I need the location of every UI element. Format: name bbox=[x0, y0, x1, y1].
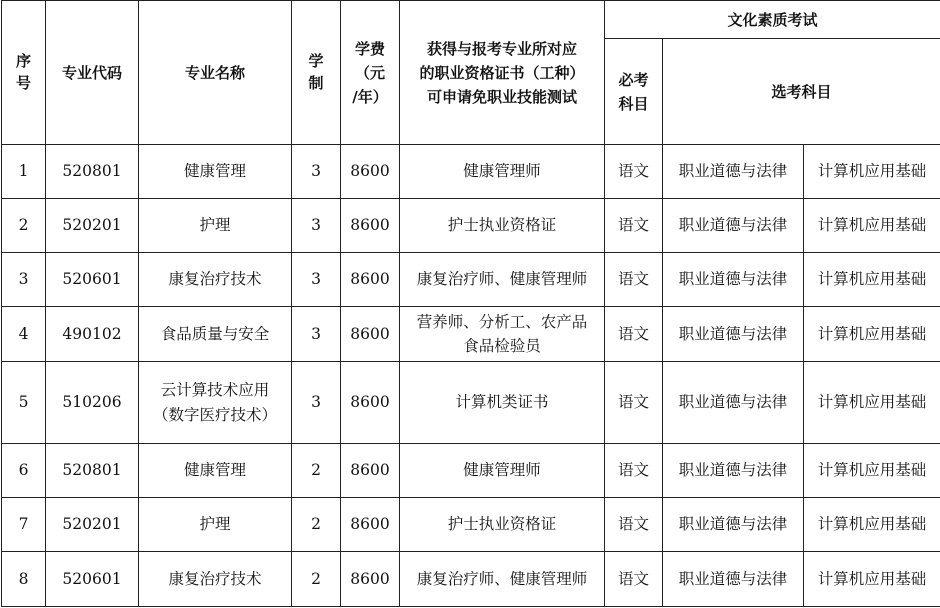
table-row bbox=[2, 145, 940, 199]
cell-code: 520601 bbox=[46, 552, 139, 607]
header-elective-subjects: 选考科目 bbox=[663, 39, 940, 145]
cell-elective-2: 计算机应用基础 bbox=[804, 253, 940, 307]
cell-years: 3 bbox=[292, 199, 341, 253]
cell-required: 语文 bbox=[605, 498, 663, 552]
cell-code: 510206 bbox=[46, 362, 139, 444]
cell-elective-1: 职业道德与法律 bbox=[663, 307, 804, 362]
cell-code: 490102 bbox=[46, 307, 139, 362]
cell-seq: 3 bbox=[2, 253, 46, 307]
cell-seq: 5 bbox=[2, 362, 46, 444]
cell-certificate: 健康管理师 bbox=[400, 145, 605, 199]
cell-name: 健康管理 bbox=[139, 444, 292, 498]
cell-code: 520801 bbox=[46, 145, 139, 199]
cell-elective-1: 职业道德与法律 bbox=[663, 498, 804, 552]
cell-years: 3 bbox=[292, 253, 341, 307]
cell-name: 食品质量与安全 bbox=[139, 307, 292, 362]
cell-certificate: 营养师、分析工、农产品 食品检验员 bbox=[400, 307, 605, 362]
cell-elective-1: 职业道德与法律 bbox=[663, 145, 804, 199]
cell-seq: 8 bbox=[2, 552, 46, 607]
table-row bbox=[2, 307, 940, 362]
cell-code: 520201 bbox=[46, 199, 139, 253]
cell-seq: 6 bbox=[2, 444, 46, 498]
cell-years: 2 bbox=[292, 444, 341, 498]
cell-seq: 4 bbox=[2, 307, 46, 362]
header-fee: 学费 （元 /年） bbox=[341, 1, 400, 145]
cell-elective-1: 职业道德与法律 bbox=[663, 552, 804, 607]
cell-years: 2 bbox=[292, 552, 341, 607]
cell-elective-2: 计算机应用基础 bbox=[804, 199, 940, 253]
table-body bbox=[2, 145, 940, 607]
cell-certificate: 护士执业资格证 bbox=[400, 199, 605, 253]
cell-elective-1: 职业道德与法律 bbox=[663, 444, 804, 498]
cell-certificate: 康复治疗师、健康管理师 bbox=[400, 552, 605, 607]
header-seq: 序 号 bbox=[2, 1, 46, 145]
header-row-top bbox=[2, 1, 940, 39]
cell-name: 康复治疗技术 bbox=[139, 552, 292, 607]
cell-fee: 8600 bbox=[341, 253, 400, 307]
header-years: 学 制 bbox=[292, 1, 341, 145]
cell-seq: 7 bbox=[2, 498, 46, 552]
cell-code: 520801 bbox=[46, 444, 139, 498]
cell-elective-1: 职业道德与法律 bbox=[663, 362, 804, 444]
cell-elective-2: 计算机应用基础 bbox=[804, 444, 940, 498]
cell-fee: 8600 bbox=[341, 199, 400, 253]
cell-years: 3 bbox=[292, 145, 341, 199]
cell-required: 语文 bbox=[605, 253, 663, 307]
cell-code: 520201 bbox=[46, 498, 139, 552]
cell-fee: 8600 bbox=[341, 498, 400, 552]
cell-required: 语文 bbox=[605, 444, 663, 498]
cell-code: 520601 bbox=[46, 253, 139, 307]
cell-name: 护理 bbox=[139, 498, 292, 552]
cell-elective-2: 计算机应用基础 bbox=[804, 307, 940, 362]
cell-required: 语文 bbox=[605, 199, 663, 253]
cell-fee: 8600 bbox=[341, 552, 400, 607]
table-row bbox=[2, 199, 940, 253]
cell-years: 2 bbox=[292, 498, 341, 552]
cell-name: 云计算技术应用 （数字医疗技术） bbox=[139, 362, 292, 444]
table-row bbox=[2, 253, 940, 307]
cell-fee: 8600 bbox=[341, 145, 400, 199]
cell-elective-1: 职业道德与法律 bbox=[663, 253, 804, 307]
header-required-subject: 必考 科目 bbox=[605, 39, 663, 145]
cell-years: 3 bbox=[292, 307, 341, 362]
cell-fee: 8600 bbox=[341, 307, 400, 362]
cell-required: 语文 bbox=[605, 145, 663, 199]
cell-required: 语文 bbox=[605, 362, 663, 444]
table-row bbox=[2, 444, 940, 498]
cell-name: 健康管理 bbox=[139, 145, 292, 199]
cell-seq: 1 bbox=[2, 145, 46, 199]
cell-elective-2: 计算机应用基础 bbox=[804, 498, 940, 552]
cell-elective-2: 计算机应用基础 bbox=[804, 145, 940, 199]
cell-certificate: 护士执业资格证 bbox=[400, 498, 605, 552]
cell-required: 语文 bbox=[605, 307, 663, 362]
header-certificate: 获得与报考专业所对应 的职业资格证书（工种） 可申请免职业技能测试 bbox=[400, 1, 605, 145]
cell-years: 3 bbox=[292, 362, 341, 444]
table-row bbox=[2, 552, 940, 607]
header-code: 专业代码 bbox=[46, 1, 139, 145]
table-row bbox=[2, 362, 940, 444]
table-header bbox=[2, 1, 940, 145]
cell-fee: 8600 bbox=[341, 362, 400, 444]
cell-name: 护理 bbox=[139, 199, 292, 253]
cell-seq: 2 bbox=[2, 199, 46, 253]
cell-name: 康复治疗技术 bbox=[139, 253, 292, 307]
cell-elective-2: 计算机应用基础 bbox=[804, 552, 940, 607]
cell-elective-1: 职业道德与法律 bbox=[663, 199, 804, 253]
cell-certificate: 计算机类证书 bbox=[400, 362, 605, 444]
cell-elective-2: 计算机应用基础 bbox=[804, 362, 940, 444]
header-name: 专业名称 bbox=[139, 1, 292, 145]
cell-certificate: 康复治疗师、健康管理师 bbox=[400, 253, 605, 307]
cell-required: 语文 bbox=[605, 552, 663, 607]
admission-majors-table bbox=[1, 0, 940, 607]
table-row bbox=[2, 498, 940, 552]
cell-fee: 8600 bbox=[341, 444, 400, 498]
cell-certificate: 健康管理师 bbox=[400, 444, 605, 498]
header-exam-group: 文化素质考试 bbox=[605, 1, 940, 39]
